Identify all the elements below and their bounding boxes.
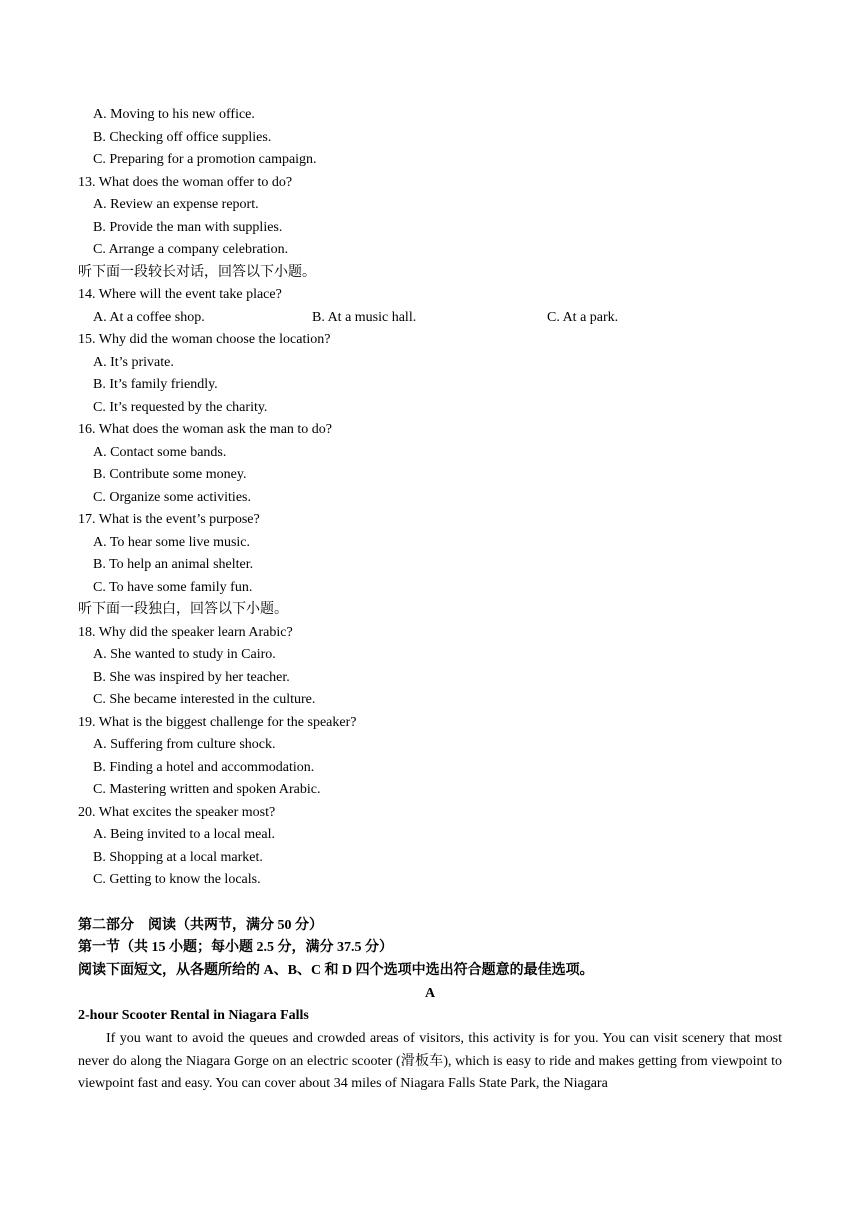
reading-instruction: 阅读下面短文，从各题所给的 A、B、C 和 D 四个选项中选出符合题意的最佳选项。 xyxy=(78,963,594,978)
passage-text: If you want to avoid the queues and crowded areas of visitors, this activity is for you. You can visit scenery that most never do along the Niagara Gorge on an electric scooter (滑板车), which is easy to ride and makes getting from viewpoint to viewpoint fast and easy. You can cover about 34 miles of Niagara Falls State Park, the Niagara xyxy=(78,1031,782,1091)
q17-stem: 17. What is the event’s purpose? xyxy=(78,512,260,527)
q20-option-c: C. Getting to know the locals. xyxy=(93,872,261,887)
instruction-monologue: 听下面一段独白，回答以下小题。 xyxy=(78,602,288,617)
q16-option-a: A. Contact some bands. xyxy=(93,445,227,460)
passage-title: 2-hour Scooter Rental in Niagara Falls xyxy=(78,1008,309,1023)
q15-stem: 15. Why did the woman choose the location? xyxy=(78,332,331,347)
q13-option-a: A. Review an expense report. xyxy=(93,197,259,212)
q19-stem: 19. What is the biggest challenge for the speaker? xyxy=(78,715,357,730)
q16-stem: 16. What does the woman ask the man to do? xyxy=(78,422,333,437)
q17-option-b: B. To help an animal shelter. xyxy=(93,557,254,572)
q18-stem: 18. Why did the speaker learn Arabic? xyxy=(78,625,293,640)
q18-option-b: B. She was inspired by her teacher. xyxy=(93,670,290,685)
q20-stem: 20. What excites the speaker most? xyxy=(78,805,276,820)
q12-option-a: A. Moving to his new office. xyxy=(93,107,255,122)
q13-option-b: B. Provide the man with supplies. xyxy=(93,220,283,235)
q19-option-c: C. Mastering written and spoken Arabic. xyxy=(93,782,321,797)
passage-letter: A xyxy=(424,986,436,1001)
q14-option-a: A. At a coffee shop. xyxy=(93,310,205,325)
q19-option-a: A. Suffering from culture shock. xyxy=(93,737,276,752)
q15-option-c: C. It’s requested by the charity. xyxy=(93,400,268,415)
q14-option-b: B. At a music hall. xyxy=(312,310,417,325)
part2-title: 第二部分 阅读（共两节，满分 50 分） xyxy=(78,918,323,933)
q18-option-c: C. She became interested in the culture. xyxy=(93,692,316,707)
q13-stem: 13. What does the woman offer to do? xyxy=(78,175,293,190)
q14-option-c: C. At a park. xyxy=(547,310,619,325)
q18-option-a: A. She wanted to study in Cairo. xyxy=(93,647,276,662)
q20-option-a: A. Being invited to a local meal. xyxy=(93,827,275,842)
q16-option-b: B. Contribute some money. xyxy=(93,467,247,482)
q17-option-c: C. To have some family fun. xyxy=(93,580,253,595)
q12-option-b: B. Checking off office supplies. xyxy=(93,130,272,145)
q17-option-a: A. To hear some live music. xyxy=(93,535,251,550)
q16-option-c: C. Organize some activities. xyxy=(93,490,251,505)
instruction-long-dialogue: 听下面一段较长对话，回答以下小题。 xyxy=(78,265,316,280)
q15-option-a: A. It’s private. xyxy=(93,355,174,370)
q13-option-c: C. Arrange a company celebration. xyxy=(93,242,289,257)
q19-option-b: B. Finding a hotel and accommodation. xyxy=(93,760,315,775)
q20-option-b: B. Shopping at a local market. xyxy=(93,850,263,865)
q15-option-b: B. It’s family friendly. xyxy=(93,377,218,392)
section1-title: 第一节（共 15 小题；每小题 2.5 分，满分 37.5 分） xyxy=(78,940,393,955)
q12-option-c: C. Preparing for a promotion campaign. xyxy=(93,152,317,167)
q14-stem: 14. Where will the event take place? xyxy=(78,287,282,302)
